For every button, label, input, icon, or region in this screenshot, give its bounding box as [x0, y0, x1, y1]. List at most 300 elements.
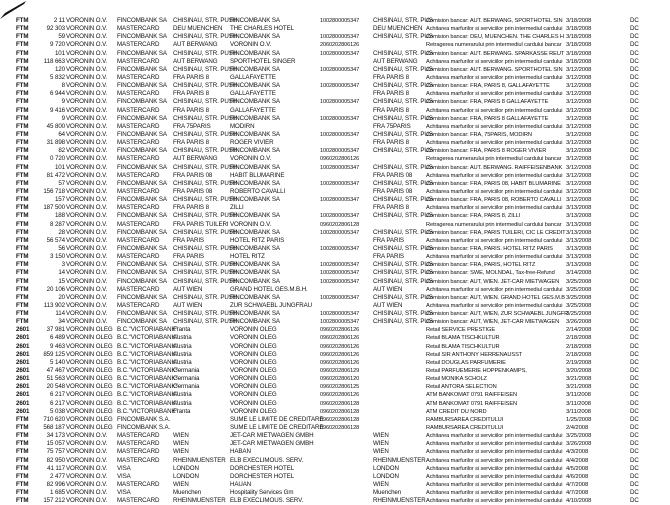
cell-date: 3/20/2008	[566, 368, 592, 375]
cell-name: VORONIN O.V.	[66, 269, 108, 277]
cell-location2: WIEN	[373, 448, 389, 456]
cell-account: 0960202806126	[320, 335, 360, 342]
cell-dc: DC	[630, 285, 639, 293]
cell-date: 3/18/2008	[566, 18, 592, 24]
transaction-row	[0, 302, 670, 310]
cell-date: 4/6/2008	[566, 473, 589, 480]
cell-type: FTM	[16, 90, 29, 98]
cell-date: 3/12/2008	[566, 99, 592, 106]
cell-type: FTM	[16, 220, 29, 228]
cell-location2: DEU MUENCHEN	[373, 25, 423, 33]
cell-beneficiary: VORONIN OLEG	[230, 334, 277, 342]
cell-name: VORONIN O.V.	[66, 196, 108, 204]
cell-amount: 20	[58, 293, 65, 301]
cell-name: VORONIN O.V.	[66, 497, 108, 505]
cell-bank: FINCOMBANK SA	[117, 293, 167, 301]
transaction-row	[0, 33, 670, 41]
cell-account: 1002800005347	[320, 18, 360, 24]
cell-description: Achitarea marfurilor si serviciilor prin intermediul cardului	[426, 498, 563, 505]
cell-name: VORONIN O.V.	[66, 277, 108, 285]
cell-name: VORONIN O.V.	[66, 187, 108, 195]
cell-beneficiary: GALLAFAYETTE	[230, 90, 276, 98]
cell-date: 3/26/2008	[566, 319, 592, 326]
cell-name: VORONIN O.V.	[66, 464, 108, 472]
cell-type: FTM	[16, 114, 29, 122]
cell-date: 3/12/2008	[566, 107, 592, 114]
transaction-row	[0, 367, 670, 375]
cell-beneficiary: HABIT BLUMARINE	[230, 171, 285, 179]
cell-location: FRA 75PARIS	[173, 122, 211, 130]
transaction-row	[0, 115, 670, 123]
cell-beneficiary: VORONIN OLEG	[230, 391, 277, 399]
cell-date: 3/25/2008	[566, 286, 592, 293]
cell-beneficiary: VORONIN OLEG	[230, 407, 277, 415]
cell-amount: 114	[55, 310, 65, 318]
cell-beneficiary: DORCHESTER HOTEL	[230, 464, 295, 472]
cell-dc: DC	[630, 82, 639, 90]
cell-beneficiary: FINCOMBANK SA	[230, 277, 280, 285]
transaction-row	[0, 383, 670, 391]
cell-description: ATM BANKOMAT 0791 RAIFFEISEN	[426, 392, 518, 399]
cell-description: Achitarea marfurilor si serviciilor prin intermediul cardului	[426, 205, 563, 212]
cell-beneficiary: HABAN	[230, 448, 251, 456]
cell-type: 2601	[16, 342, 30, 350]
cell-account: 2060202806126	[320, 42, 360, 49]
cell-description: Achitarea marfurilor si serviciilor prin intermediul cardului	[426, 482, 563, 489]
cell-description: Achitarea marfurilor si serviciilor prin intermediul cardului	[426, 237, 563, 244]
cell-description: Comision bancar: FRA, PARIS, HOTEL RITZ	[426, 262, 536, 269]
cell-date: 3/12/2008	[566, 140, 592, 147]
cell-location2: FRA PARIS 8	[373, 139, 409, 147]
cell-description: Comision bancar: FRA, PARIS 08, HABIT BLUMARINE	[426, 180, 561, 187]
cell-amount: 6 217	[50, 391, 65, 399]
cell-bank: FINCOMBANK SA	[117, 33, 167, 41]
transaction-statement	[0, 17, 670, 505]
cell-date: 3/13/2008	[566, 254, 592, 261]
cell-beneficiary: FINCOMBANK SA	[230, 310, 280, 318]
cell-description: Comision bancar: FRA, 75PARIS, MODIRN	[426, 131, 532, 138]
transaction-row	[0, 50, 670, 58]
cell-name: VORONIN O.V.	[66, 440, 108, 448]
cell-amount: 31 898	[46, 139, 65, 147]
cell-type: FTM	[16, 179, 29, 187]
cell-beneficiary: FINCOMBANK SA	[230, 228, 280, 236]
cell-description: Comision bancar: FRA, PARIS 08, ROBERTO CAVALLI	[426, 197, 562, 204]
cell-dc: DC	[630, 212, 639, 220]
cell-beneficiary: ZILLI	[230, 204, 244, 212]
cell-amount: 15	[58, 277, 65, 285]
cell-beneficiary: SPORTHOTEL SINGER	[230, 57, 296, 65]
cell-location2: CHISINAU, STR. PUS	[373, 228, 433, 236]
cell-location: WIEN	[173, 481, 189, 489]
cell-type: FTM	[16, 155, 29, 163]
cell-location: FRA PARIS 8	[173, 139, 209, 147]
cell-location: FRA PARIS TUILERI	[173, 220, 229, 228]
cell-name: VORONIN O.V.	[66, 98, 108, 106]
cell-account: 0960202806129	[320, 368, 360, 375]
cell-beneficiary: FINCOMBANK SA	[230, 212, 280, 220]
cell-bank: MASTERCARD	[117, 25, 160, 33]
cell-location: CHISINAU, STR. PUSH	[173, 33, 238, 41]
cell-bank: MASTERCARD	[117, 236, 160, 244]
cell-location: CHISINAU, STR. PUSH	[173, 147, 238, 155]
cell-type: 2601	[16, 391, 30, 399]
cell-bank: FINCOMBANK SA	[117, 147, 167, 155]
cell-bank: MASTERCARD	[117, 73, 160, 81]
cell-description: Achitarea marfurilor si serviciilor prin intermediul cardului	[426, 441, 563, 448]
cell-dc: DC	[630, 481, 639, 489]
cell-location: Austria	[173, 334, 192, 342]
transaction-row	[0, 66, 670, 74]
cell-type: 2601	[16, 350, 30, 358]
transaction-row	[0, 221, 670, 229]
cell-date: 3/12/2008	[566, 74, 592, 81]
cell-name: VORONIN O.V.	[66, 301, 108, 309]
cell-date: 2/18/2008	[566, 351, 592, 358]
cell-type: FTM	[16, 236, 29, 244]
transaction-row	[0, 204, 670, 212]
cell-location: CHISINAU, STR. PUSH	[173, 163, 238, 171]
cell-amount: 34	[58, 318, 65, 326]
cell-beneficiary: FINCOMBANK SA	[230, 130, 280, 138]
cell-dc: DC	[630, 310, 639, 318]
transaction-row	[0, 351, 670, 359]
cell-beneficiary: HAUAN	[230, 481, 252, 489]
cell-date: 3/12/2008	[566, 91, 592, 98]
cell-bank: FINCOMBANK SA	[117, 114, 167, 122]
cell-location2: LONDON	[373, 464, 399, 472]
cell-description: Comision bancar: FRA, PARIS 8 GALLAFAYETTE	[426, 99, 549, 106]
cell-bank: MASTERCARD	[117, 187, 160, 195]
cell-name: VORONIN O.V.	[66, 179, 108, 187]
cell-description: Achitarea marfurilor si serviciilor prin intermediul cardului	[426, 74, 563, 81]
cell-account: 0960202806126	[320, 327, 360, 334]
transaction-row	[0, 286, 670, 294]
cell-bank: B.C."VICTORIABANK"	[117, 367, 178, 375]
cell-dc: DC	[630, 17, 639, 24]
cell-amount: 8	[61, 82, 65, 90]
transaction-row	[0, 58, 670, 66]
cell-amount: 113 902	[43, 301, 65, 309]
cell-amount: 82	[58, 147, 65, 155]
cell-date: 3/12/2008	[566, 83, 592, 90]
cell-name: VORONIN O.V.	[66, 33, 108, 41]
transaction-row	[0, 334, 670, 342]
cell-amount: 859 125	[43, 350, 65, 358]
transaction-row	[0, 400, 670, 408]
cell-dc: DC	[630, 171, 639, 179]
cell-location: Austria	[173, 399, 192, 407]
cell-location: CHISINAU, STR. PUSH	[173, 318, 238, 326]
cell-amount: 2 11	[53, 17, 65, 24]
cell-dc: DC	[630, 277, 639, 285]
transaction-row	[0, 41, 670, 49]
cell-account: 1002800005347	[320, 34, 360, 41]
cell-beneficiary: MODIRN	[230, 122, 255, 130]
cell-type: FTM	[16, 464, 29, 472]
cell-dc: DC	[630, 464, 639, 472]
cell-name: VORONIN O.V.	[66, 73, 108, 81]
cell-beneficiary: FINCOMBANK SA	[230, 179, 280, 187]
transaction-row	[0, 229, 670, 237]
cell-amount: 1 685	[50, 489, 65, 497]
cell-dc: DC	[630, 334, 639, 342]
cell-name: VORONIN OLEG	[66, 383, 113, 391]
cell-bank: FINCOMBANK SA	[117, 17, 167, 24]
cell-date: 3/25/2008	[566, 311, 592, 318]
cell-dc: DC	[630, 57, 639, 65]
cell-location: CHISINAU, STR. PUSH	[173, 196, 238, 204]
cell-location2: CHISINAU, STR. PUS	[373, 212, 433, 220]
cell-bank: B.C."VICTORIABANK"	[117, 358, 178, 366]
cell-amount: 118 663	[43, 57, 65, 65]
cell-dc: DC	[630, 326, 639, 334]
cell-date: 4/4/2008	[566, 457, 589, 464]
cell-bank: MASTERCARD	[117, 155, 160, 163]
cell-dc: DC	[630, 497, 639, 505]
cell-account: 1002800005347	[320, 245, 360, 252]
cell-amount: 5 832	[50, 73, 65, 81]
transaction-row	[0, 139, 670, 147]
cell-type: FTM	[16, 497, 29, 505]
cell-amount: 20 548	[46, 383, 65, 391]
cell-date: 4/10/2008	[566, 498, 592, 505]
cell-description: Achitarea marfurilor si serviciilor prin intermediul cardului	[426, 302, 563, 309]
cell-date: 3/25/2008	[566, 278, 592, 285]
cell-name: VORONIN O.V.	[66, 171, 108, 179]
cell-date: 3/12/2008	[566, 180, 592, 187]
transaction-row	[0, 90, 670, 98]
cell-description: ATM CREDIT DU NORD	[426, 408, 487, 415]
cell-amount: 92 303	[46, 25, 65, 33]
cell-account: 1002800005347	[320, 319, 360, 326]
cell-dc: DC	[630, 383, 639, 391]
cell-account: 0960202806126	[320, 343, 360, 350]
cell-location: CHISINAU, STR. PUSH	[173, 49, 238, 57]
cell-location2: CHISINAU, STR. PUS	[373, 147, 433, 155]
cell-date: 4/3/2008	[566, 449, 589, 456]
cell-description: Comision bancar: AUT. BERWANG. SPORTHOTEL SIN	[426, 66, 563, 73]
cell-account: 1002800005347	[320, 66, 360, 73]
cell-beneficiary: VORONIN OLEG	[230, 367, 277, 375]
cell-location: CHISINAU, STR. PUSH	[173, 269, 238, 277]
cell-dc: DC	[630, 41, 639, 49]
transaction-row	[0, 131, 670, 139]
cell-type: FTM	[16, 49, 29, 57]
cell-location: LONDON	[173, 464, 199, 472]
cell-beneficiary: VORONIN O.V.	[230, 155, 272, 163]
transaction-row	[0, 278, 670, 286]
cell-bank: MASTERCARD	[117, 253, 160, 261]
cell-dc: DC	[630, 114, 639, 122]
cell-amount: 57	[58, 179, 65, 187]
cell-amount: 41 117	[47, 464, 65, 472]
cell-dc: DC	[630, 196, 639, 204]
cell-date: 3/21/2008	[566, 384, 592, 391]
cell-date: 2/4/2008	[566, 425, 589, 432]
cell-dc: DC	[630, 228, 639, 236]
cell-beneficiary: ROBERTO CAVALLI	[230, 187, 286, 195]
cell-account: 1002800005347	[320, 262, 360, 269]
cell-beneficiary: VORONIN O.V.	[230, 41, 272, 49]
cell-name: VORONIN O.V.	[66, 147, 108, 155]
cell-beneficiary: ROGER VIVIER	[230, 139, 274, 147]
cell-account: 1002800005347	[320, 50, 360, 57]
cell-location2: CHISINAU, STR. PUS	[373, 33, 433, 41]
cell-amount: 75 757	[46, 448, 65, 456]
cell-date: 3/18/2008	[566, 34, 592, 41]
cell-name: VORONIN OLEG	[66, 350, 113, 358]
cell-location: FRA PARIS 08	[173, 171, 213, 179]
transaction-row	[0, 481, 670, 489]
cell-bank: FINCOMBANK SA	[117, 318, 167, 326]
cell-amount: 710 620	[43, 415, 65, 423]
cell-description: RAMBURSAREA CREDITULUI	[426, 416, 504, 423]
cell-location: DEU MUENCHEN	[173, 25, 223, 33]
cell-amount: 28	[58, 228, 65, 236]
cell-name: VORONIN O.V.	[66, 236, 108, 244]
cell-dc: DC	[630, 269, 639, 277]
cell-bank: FINCOMBANK SA	[117, 244, 167, 252]
cell-date: 3/13/2008	[566, 245, 592, 252]
cell-amount: 45 800	[46, 122, 65, 130]
cell-amount: 82 996	[46, 481, 65, 489]
cell-beneficiary: VORONIN OLEG	[230, 342, 277, 350]
cell-location2: CHISINAU, STR. PUS	[373, 179, 433, 187]
cell-dc: DC	[630, 293, 639, 301]
cell-date: 4/5/2008	[566, 465, 589, 472]
cell-beneficiary: ELB EXECLIMOUS. SERV.	[230, 497, 304, 505]
cell-bank: B.C."VICTORIABANK"	[117, 350, 178, 358]
cell-beneficiary: JET-CAR MIETWAGEN GMBH	[230, 440, 314, 448]
cell-dc: DC	[630, 90, 639, 98]
cell-location: CHISINAU, STR. PUSH	[173, 65, 238, 73]
cell-name: VORONIN O.V.	[66, 212, 108, 220]
cell-location: WIEN	[173, 432, 189, 440]
cell-amount: 51 563	[46, 375, 65, 383]
cell-dc: DC	[630, 318, 639, 326]
cell-date: 3/12/2008	[566, 172, 592, 179]
cell-dc: DC	[630, 448, 639, 456]
cell-description: Comision bancar: FRA, PARIS 8, ZILLI	[426, 213, 521, 220]
cell-bank: FINCOMBANK SA	[117, 179, 167, 187]
cell-location2: AUT WIEN	[373, 285, 403, 293]
cell-description: Retail MONIKA SCHOLZ	[426, 376, 487, 383]
cell-location2: FRA PARIS 08	[373, 171, 413, 179]
cell-location: RHEINMUENSTER	[173, 456, 226, 464]
cell-date: 1/25/2008	[566, 416, 592, 423]
cell-type: FTM	[16, 481, 29, 489]
cell-name: VORONIN O.V.	[66, 155, 108, 163]
transaction-row	[0, 164, 670, 172]
cell-amount: 56	[58, 244, 65, 252]
cell-location: CHISINAU, STR. PUSH	[173, 17, 238, 24]
cell-amount: 6 944	[50, 90, 65, 98]
cell-description: Achitarea marfurilor si serviciilor prin intermediul cardului	[426, 58, 563, 65]
cell-name: VORONIN O.V.	[66, 448, 108, 456]
cell-type: FTM	[16, 261, 29, 269]
cell-beneficiary: DORCHESTER HOTEL	[230, 472, 295, 480]
cell-amount: 9 720	[50, 41, 65, 49]
cell-beneficiary: HOTEL RITZ PARIS	[230, 236, 285, 244]
cell-account: 0960202806128	[320, 425, 360, 432]
transaction-row	[0, 294, 670, 302]
cell-location2: WIEN	[373, 432, 389, 440]
cell-beneficiary: FINCOMBANK SA	[230, 33, 280, 41]
cell-date: 3/13/2008	[566, 213, 592, 220]
cell-account: 1002800005347	[320, 180, 360, 187]
cell-dc: DC	[630, 236, 639, 244]
cell-beneficiary: VORONIN O.V.	[230, 220, 272, 228]
cell-dc: DC	[630, 342, 639, 350]
cell-name: VORONIN O.V.	[66, 90, 108, 98]
cell-location2: LONDON	[373, 472, 399, 480]
cell-location2: RHEINMUENSTER	[373, 456, 426, 464]
cell-account: 0960202806128	[320, 221, 360, 228]
cell-beneficiary: Hospitality Services Gm	[230, 489, 294, 497]
transaction-row	[0, 180, 670, 188]
transaction-row	[0, 375, 670, 383]
cell-location: CHISINAU, STR. PUSH	[173, 310, 238, 318]
cell-amount: 6 489	[50, 334, 65, 342]
transaction-row	[0, 489, 670, 497]
cell-bank: MASTERCARD	[117, 440, 160, 448]
transaction-row	[0, 343, 670, 351]
cell-dc: DC	[630, 399, 639, 407]
cell-amount: 157 212	[43, 497, 65, 505]
cell-bank: B.C."VICTORIABANK"	[117, 375, 178, 383]
cell-account: 1002800005347	[320, 83, 360, 90]
cell-account: 0960202806128	[320, 400, 360, 407]
cell-date: 3/11/2008	[566, 400, 591, 407]
cell-bank: FINCOMBANK SA	[117, 82, 167, 90]
cell-bank: MASTERCARD	[117, 204, 160, 212]
cell-description: Achitarea marfurilor si serviciilor prin intermediul cardului	[426, 188, 563, 195]
cell-location2: CHISINAU, STR. PUS	[373, 293, 433, 301]
cell-date: 3/21/2008	[566, 376, 592, 383]
cell-location: AUT BERWANG	[173, 57, 218, 65]
cell-dc: DC	[630, 440, 639, 448]
cell-type: FTM	[16, 472, 29, 480]
cell-account: 0960202806126	[320, 359, 360, 366]
cell-location2: CHISINAU, STR. PUS	[373, 114, 433, 122]
cell-amount: 59	[58, 33, 65, 41]
cell-type: FTM	[16, 187, 29, 195]
cell-beneficiary: VORONIN OLEG	[230, 383, 277, 391]
cell-beneficiary: FINCOMBANK SA	[230, 49, 280, 57]
cell-beneficiary: VORONIN OLEG	[230, 326, 277, 334]
cell-bank: MASTERCARD	[117, 106, 160, 114]
transaction-row	[0, 212, 670, 220]
cell-amount: 101	[54, 49, 65, 57]
cell-description: Retragerea numerarului prin intermediul cardului bancar	[426, 221, 562, 228]
cell-description: Achitarea marfurilor si serviciilor prin intermediul cardului	[426, 473, 563, 480]
cell-dc: DC	[630, 424, 639, 432]
cell-location: CHISINAU, STR. PUSH	[173, 212, 238, 220]
cell-bank: B.C."VICTORIABANK"	[117, 326, 178, 334]
cell-type: FTM	[16, 448, 29, 456]
cell-name: VORONIN O.V.	[66, 17, 108, 24]
cell-beneficiary: GRAND HOTEL GES.M.B.H.	[230, 285, 308, 293]
cell-dc: DC	[630, 367, 639, 375]
cell-location: FRA PARIS	[173, 236, 204, 244]
cell-beneficiary: GALLAFAYETTE	[230, 106, 276, 114]
cell-location2: FRA PARIS 8	[373, 73, 409, 81]
cell-name: VORONIN O.V.	[66, 130, 108, 138]
cell-type: 2601	[16, 367, 30, 375]
cell-name: VORONIN O.V.	[66, 114, 108, 122]
cell-location: LONDON	[173, 472, 199, 480]
